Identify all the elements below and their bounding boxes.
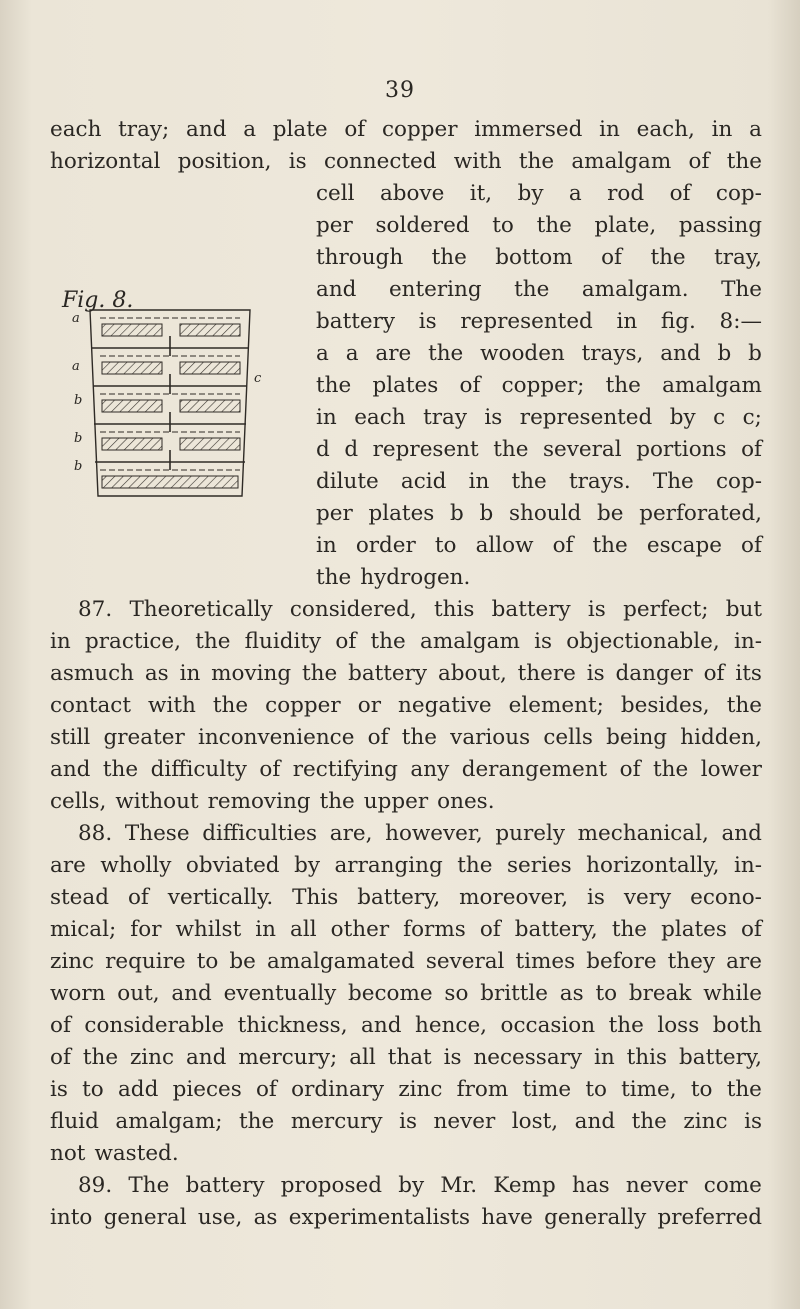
text-line: in order to allow of the escape of bbox=[316, 533, 762, 558]
text-line: 89. The battery proposed by Mr. Kemp has never come bbox=[78, 1173, 762, 1198]
figure-label: Fig. 8. bbox=[62, 288, 134, 313]
text-line: each tray; and a plate of copper immersed in each, in a bbox=[50, 117, 762, 142]
text-line: into general use, as experimentalists have generally preferred bbox=[50, 1205, 762, 1230]
text-line: cell above it, by a rod of cop- bbox=[316, 181, 762, 206]
text-line: 88. These difficulties are, however, purely mechanical, and bbox=[78, 821, 762, 846]
text-line: and entering the amalgam. The bbox=[316, 277, 762, 302]
text-line: horizontal position, is connected with the amalgam of the bbox=[50, 149, 762, 174]
text-line: contact with the copper or negative element; besides, the bbox=[50, 693, 762, 718]
text-line: the plates of copper; the amalgam bbox=[316, 373, 762, 398]
text-line: per soldered to the plate, passing bbox=[316, 213, 762, 238]
text-line: worn out, and eventually become so brittle as to break while bbox=[50, 981, 762, 1006]
fig-letter-b: b bbox=[74, 431, 83, 446]
text-line: are wholly obviated by arranging the series horizontally, in- bbox=[50, 853, 762, 878]
fig-letter-b: b bbox=[74, 459, 83, 474]
text-line: fluid amalgam; the mercury is never lost, and the zinc is bbox=[50, 1109, 762, 1134]
text-line: of the zinc and mercury; all that is necessary in this battery, bbox=[50, 1045, 762, 1070]
text-line: not wasted. bbox=[50, 1141, 179, 1166]
text-line: d d represent the several portions of bbox=[316, 437, 762, 462]
text-line: in practice, the fluidity of the amalgam is objectionable, in- bbox=[50, 629, 762, 654]
fig-letter-c: c bbox=[254, 371, 262, 386]
text-line: in each tray is represented by c c; bbox=[316, 405, 762, 430]
text-line: still greater inconvenience of the various cells being hidden, bbox=[50, 725, 762, 750]
text-line: zinc require to be amalgamated several times before they are bbox=[50, 949, 762, 974]
text-line: of considerable thickness, and hence, occasion the loss both bbox=[50, 1013, 762, 1038]
text-line: battery is represented in fig. 8:— bbox=[316, 309, 762, 334]
text-line: is to add pieces of ordinary zinc from time to time, to the bbox=[50, 1077, 762, 1102]
fig-letter-a: a bbox=[72, 311, 80, 326]
text-line: a a are the wooden trays, and b b bbox=[316, 341, 762, 366]
text-line: per plates b b should be perforated, bbox=[316, 501, 762, 526]
text-line: the hydrogen. bbox=[316, 565, 471, 590]
text-line: stead of vertically. This battery, moreover, is very econo- bbox=[50, 885, 762, 910]
text-line: dilute acid in the trays. The cop- bbox=[316, 469, 762, 494]
text-line: through the bottom of the tray, bbox=[316, 245, 762, 270]
text-line: asmuch as in moving the battery about, there is danger of its bbox=[50, 661, 762, 686]
page-number: 39 bbox=[385, 78, 415, 103]
text-line: mical; for whilst in all other forms of battery, the plates of bbox=[50, 917, 762, 942]
text-line: and the difficulty of rectifying any derangement of the lower bbox=[50, 757, 762, 782]
fig-letter-b: b bbox=[74, 393, 83, 408]
battery-figure bbox=[70, 300, 270, 510]
fig-letter-a: a bbox=[72, 359, 80, 374]
text-line: cells, without removing the upper ones. bbox=[50, 789, 495, 814]
text-line: 87. Theoretically considered, this battery is perfect; but bbox=[78, 597, 762, 622]
